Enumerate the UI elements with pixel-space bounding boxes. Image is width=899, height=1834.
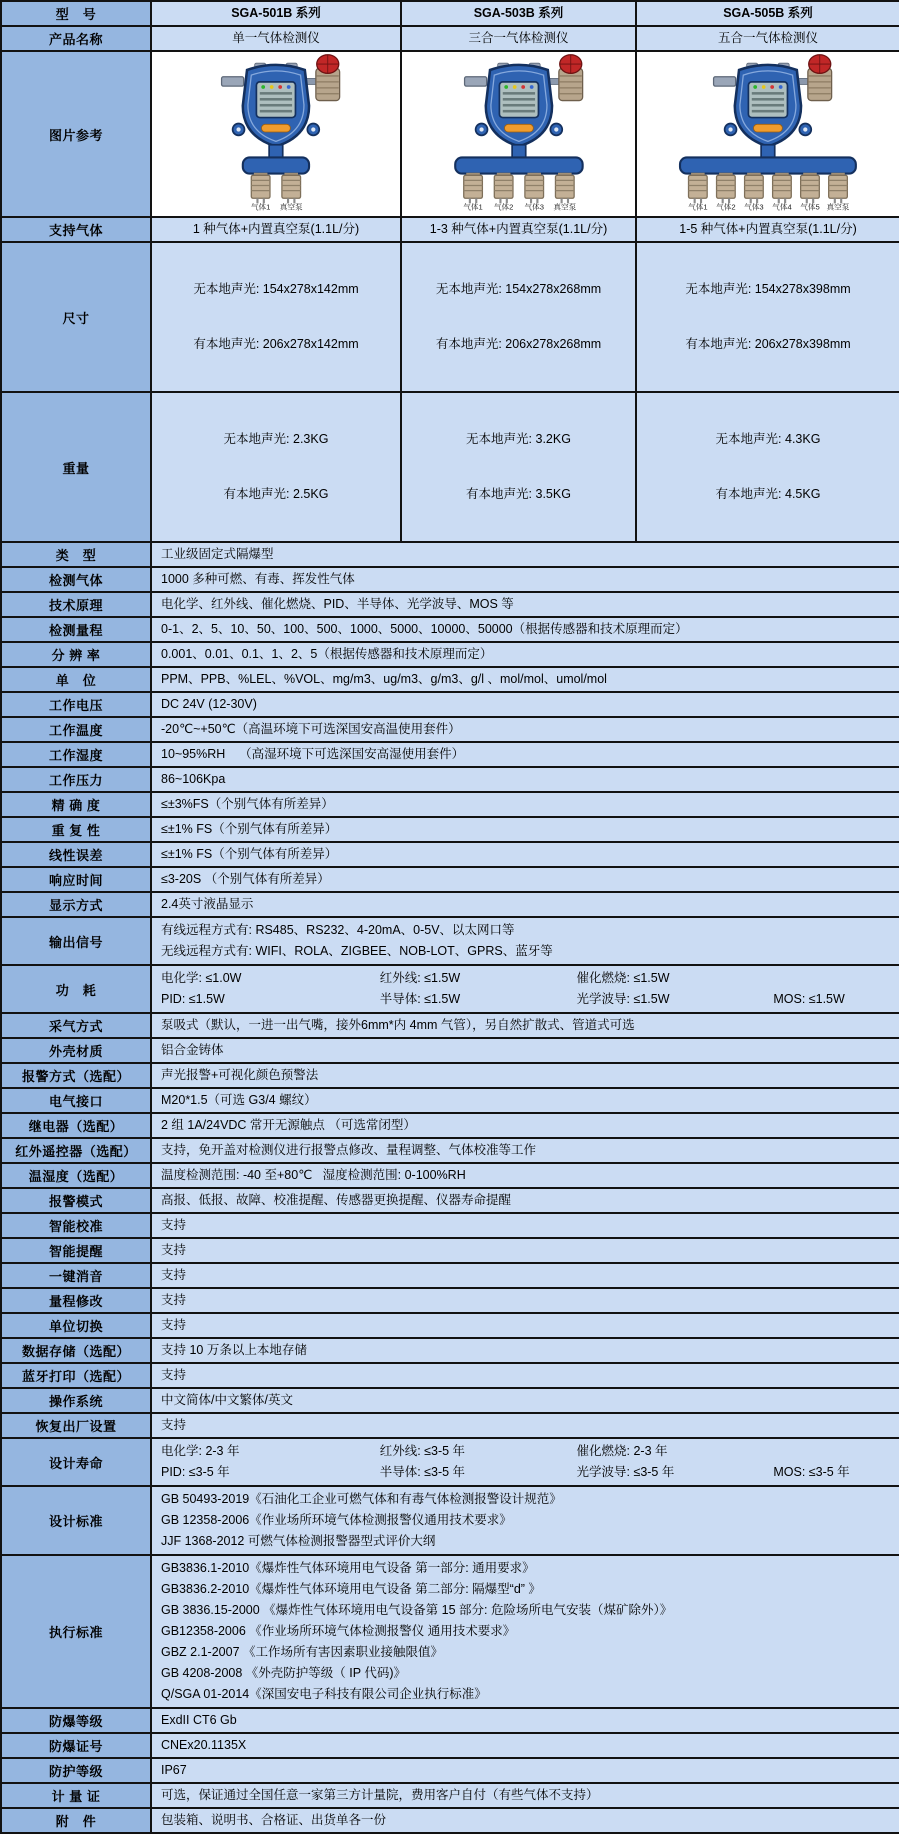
value-line: GB3836.1-2010《爆炸性气体环境用电气设备 第一部分: 通用要求》 (161, 1561, 535, 1575)
spec-row (1, 717, 899, 742)
value-segment (773, 968, 890, 989)
spec-row (1, 867, 899, 892)
svg-text:气体2: 气体2 (493, 201, 513, 211)
svg-text:真空泵: 真空泵 (279, 201, 303, 211)
row-value: 支持 (151, 1413, 899, 1438)
spec-row (1, 792, 899, 817)
row-value: M20*1.5（可选 G3/4 螺纹） (151, 1088, 899, 1113)
row-label: 类 型 (1, 542, 151, 567)
value-line: 无线远程方式有: WIFI、ROLA、ZIGBEE、NOB-LOT、GPRS、蓝牙等 (161, 944, 553, 958)
spec-row (1, 1313, 899, 1338)
svg-text:气体3: 气体3 (524, 201, 544, 211)
row-label: 功 耗 (1, 965, 151, 1013)
row-value: 2.4英寸液晶显示 (151, 892, 899, 917)
row-label-product-name: 产品名称 (1, 26, 151, 51)
product-name-row (1, 26, 899, 51)
value-segment: 催化燃烧: ≤1.5W (576, 971, 670, 985)
row-label: 工作温度 (1, 717, 151, 742)
supported-gas-row (1, 217, 899, 242)
weight-503b: 无本地声光: 3.2KG 有本地声光: 3.5KG (401, 392, 636, 542)
supported-gas-505b: 1-5 种气体+内置真空泵(1.1L/分) (636, 217, 899, 242)
row-value: 铝合金铸体 (151, 1038, 899, 1063)
row-value (151, 1438, 899, 1486)
row-value: 支持 (151, 1363, 899, 1388)
row-label: 报警方式（选配） (1, 1063, 151, 1088)
svg-text:真空泵: 真空泵 (552, 201, 576, 211)
value-line: GB 50493-2019《石油化工企业可燃气体和有毒气体检测报警设计规范》 (161, 1492, 562, 1506)
spec-row (1, 542, 899, 567)
row-value (151, 965, 899, 1013)
model-sga503b: SGA-503B 系列 (401, 1, 636, 26)
value-line: GB 3836.15-2000 《爆炸性气体环境用电气设备第 15 部分: 危险场所电气安装（煤矿除外）》 (161, 1603, 673, 1617)
supported-gas-501b: 1 种气体+内置真空泵(1.1L/分) (151, 217, 401, 242)
product-image-sga503b (401, 51, 636, 217)
row-label: 精 确 度 (1, 792, 151, 817)
svg-text:气体1: 气体1 (688, 201, 708, 211)
svg-text:气体1: 气体1 (250, 201, 271, 211)
spec-row (1, 1088, 899, 1113)
row-value: ≤3-20S （个别气体有所差异） (151, 867, 899, 892)
row-value: 中文简体/中文繁体/英文 (151, 1388, 899, 1413)
row-label: 蓝牙打印（选配） (1, 1363, 151, 1388)
spec-row (1, 1163, 899, 1188)
row-value: PPM、PPB、%LEL、%VOL、mg/m3、ug/m3、g/m3、g/l 、mol/mol、umol/mol (151, 667, 899, 692)
spec-row (1, 592, 899, 617)
row-label: 继电器（选配） (1, 1113, 151, 1138)
spec-row (1, 767, 899, 792)
value-line (161, 989, 890, 1010)
row-label: 检测气体 (1, 567, 151, 592)
row-value: DC 24V (12-30V) (151, 692, 899, 717)
gas-detector-illustration (174, 198, 378, 215)
svg-text:气体5: 气体5 (800, 201, 820, 211)
model-sga501b: SGA-501B 系列 (151, 1, 401, 26)
row-label-dimensions: 尺寸 (1, 242, 151, 392)
row-value: 0.001、0.01、0.1、1、2、5（根据传感器和技术原理而定） (151, 642, 899, 667)
spec-row (1, 692, 899, 717)
spec-row (1, 567, 899, 592)
spec-row (1, 1733, 899, 1758)
value-line: GB12358-2006 《作业场所环境气体检测报警仪 通用技术要求》 (161, 1624, 516, 1638)
spec-row (1, 1113, 899, 1138)
value-segment: PID: ≤1.5W (161, 992, 225, 1006)
row-label: 单位切换 (1, 1313, 151, 1338)
row-value: 支持 (151, 1263, 899, 1288)
row-label: 工作压力 (1, 767, 151, 792)
value-line: Q/SGA 01-2014《深国安电子科技有限公司企业执行标准》 (161, 1687, 487, 1701)
spec-row (1, 1263, 899, 1288)
value-segment: 半导体: ≤3-5 年 (379, 1465, 466, 1479)
row-value: IP67 (151, 1758, 899, 1783)
gas-detector-illustration (666, 198, 870, 215)
value-segment: 半导体: ≤1.5W (379, 992, 461, 1006)
spec-row (1, 1363, 899, 1388)
value-segment: 光学波导: ≤3-5 年 (576, 1465, 675, 1479)
row-value: 支持 (151, 1238, 899, 1263)
spec-row (1, 1758, 899, 1783)
spec-row (1, 617, 899, 642)
row-label: 红外遥控器（选配） (1, 1138, 151, 1163)
value-segment: 电化学: 2-3 年 (161, 1444, 240, 1458)
value-segment: 红外线: ≤1.5W (379, 971, 461, 985)
spec-row (1, 1486, 899, 1555)
weight-row (1, 392, 899, 542)
spec-row (1, 965, 899, 1013)
row-label: 一键消音 (1, 1263, 151, 1288)
row-value: 可选，保证通过全国任意一家第三方计量院，费用客户自付（有些气体不支持） (151, 1783, 899, 1808)
value-segment: 光学波导: ≤1.5W (576, 992, 670, 1006)
row-value: ≤±3%FS（个别气体有所差异） (151, 792, 899, 817)
product-image-sga501b (151, 51, 401, 217)
row-label: 量程修改 (1, 1288, 151, 1313)
row-value: 声光报警+可视化颜色预警法 (151, 1063, 899, 1088)
row-label: 防爆等级 (1, 1708, 151, 1733)
row-value: 电化学、红外线、催化燃烧、PID、半导体、光学波导、MOS 等 (151, 592, 899, 617)
row-label-weight: 重量 (1, 392, 151, 542)
model-sga505b: SGA-505B 系列 (636, 1, 899, 26)
row-value: 2 组 1A/24VDC 常开无源触点 （可选常闭型） (151, 1113, 899, 1138)
row-value: 支持 (151, 1313, 899, 1338)
spec-row (1, 1213, 899, 1238)
row-value: 10~95%RH （高湿环境下可选深国安高湿使用套件） (151, 742, 899, 767)
row-label: 计 量 证 (1, 1783, 151, 1808)
product-image-sga505b (636, 51, 899, 217)
row-value: 支持 (151, 1213, 899, 1238)
spec-row (1, 1388, 899, 1413)
row-value: 高报、低报、故障、校准提醒、传感器更换提醒、仪器寿命提醒 (151, 1188, 899, 1213)
value-line (161, 1441, 890, 1462)
spec-row (1, 892, 899, 917)
row-value: 86~106Kpa (151, 767, 899, 792)
row-value (151, 1486, 899, 1555)
row-value: -20℃~+50℃（高温环境下可选深国安高温使用套件） (151, 717, 899, 742)
spec-row (1, 1413, 899, 1438)
row-label: 智能提醒 (1, 1238, 151, 1263)
row-value (151, 1555, 899, 1708)
row-label-image: 图片参考 (1, 51, 151, 217)
row-label: 单 位 (1, 667, 151, 692)
value-line: 有线远程方式有: RS485、RS232、4-20mA、0-5V、以太网口等 (161, 923, 515, 937)
spec-row (1, 1138, 899, 1163)
row-label: 防爆证号 (1, 1733, 151, 1758)
spec-row (1, 1038, 899, 1063)
product-name-503b: 三合一气体检测仪 (401, 26, 636, 51)
row-label: 温湿度（选配） (1, 1163, 151, 1188)
spec-row (1, 642, 899, 667)
row-label-model: 型 号 (1, 1, 151, 26)
row-label: 防护等级 (1, 1758, 151, 1783)
row-label: 重 复 性 (1, 817, 151, 842)
value-segment (773, 1441, 890, 1462)
weight-501b: 无本地声光: 2.3KG 有本地声光: 2.5KG (151, 392, 401, 542)
row-label: 数据存储（选配） (1, 1338, 151, 1363)
row-value (151, 917, 899, 965)
row-label-supported-gas: 支持气体 (1, 217, 151, 242)
svg-text:气体4: 气体4 (772, 201, 792, 211)
row-value: ≤±1% FS（个别气体有所差异） (151, 842, 899, 867)
svg-text:气体1: 气体1 (462, 201, 483, 211)
product-name-501b: 单一气体检测仪 (151, 26, 401, 51)
dimensions-505b: 无本地声光: 154x278x398mm 有本地声光: 206x278x398mm (636, 242, 899, 392)
spec-row (1, 817, 899, 842)
image-row (1, 51, 899, 217)
row-label: 设计寿命 (1, 1438, 151, 1486)
row-label: 显示方式 (1, 892, 151, 917)
spec-row (1, 1288, 899, 1313)
spec-row (1, 917, 899, 965)
row-label: 执行标准 (1, 1555, 151, 1708)
value-line: JJF 1368-2012 可燃气体检测报警器型式评价大纲 (161, 1534, 436, 1548)
dimensions-503b: 无本地声光: 154x278x268mm 有本地声光: 206x278x268mm (401, 242, 636, 392)
value-line (161, 968, 890, 989)
row-label: 电气接口 (1, 1088, 151, 1113)
value-segment: MOS: ≤3-5 年 (773, 1465, 850, 1479)
svg-text:真空泵: 真空泵 (826, 201, 850, 211)
spec-row (1, 1555, 899, 1708)
row-label: 附 件 (1, 1808, 151, 1833)
spec-row (1, 1188, 899, 1213)
row-label: 设计标准 (1, 1486, 151, 1555)
spec-row (1, 1013, 899, 1038)
value-segment: 红外线: ≤3-5 年 (379, 1444, 466, 1458)
row-label: 检测量程 (1, 617, 151, 642)
row-label: 工作电压 (1, 692, 151, 717)
value-line: GB3836.2-2010《爆炸性气体环境用电气设备 第二部分: 隔爆型“d” 》 (161, 1582, 541, 1596)
row-label: 工作湿度 (1, 742, 151, 767)
row-label: 技术原理 (1, 592, 151, 617)
row-value: 支持 10 万条以上本地存储 (151, 1338, 899, 1363)
dimensions-row (1, 242, 899, 392)
value-line (161, 1462, 890, 1483)
row-label: 外壳材质 (1, 1038, 151, 1063)
spec-row (1, 1808, 899, 1833)
value-segment: 催化燃烧: 2-3 年 (576, 1444, 668, 1458)
row-value: 泵吸式（默认，一进一出气嘴，接外6mm*内 4mm 气管），另自然扩散式、管道式可选 (151, 1013, 899, 1038)
row-value: 1000 多种可燃、有毒、挥发性气体 (151, 567, 899, 592)
row-value: 工业级固定式隔爆型 (151, 542, 899, 567)
value-line: GBZ 2.1-2007 《工作场所有害因素职业接触限值》 (161, 1645, 443, 1659)
row-label: 采气方式 (1, 1013, 151, 1038)
row-value: ExdII CT6 Gb (151, 1708, 899, 1733)
spec-row (1, 1438, 899, 1486)
spec-row (1, 1338, 899, 1363)
row-label: 线性误差 (1, 842, 151, 867)
row-label: 输出信号 (1, 917, 151, 965)
row-value: 温度检测范围: -40 至+80℃ 湿度检测范围: 0-100%RH (151, 1163, 899, 1188)
row-value: 0-1、2、5、10、50、100、500、1000、5000、10000、50000（根据传感器和技术原理而定） (151, 617, 899, 642)
value-line: GB 4208-2008 《外壳防护等级（ IP 代码)》 (161, 1666, 406, 1680)
spec-row (1, 667, 899, 692)
value-segment: 电化学: ≤1.0W (161, 971, 242, 985)
row-value: 支持，免开盖对检测仪进行报警点修改、量程调整、气体校准等工作 (151, 1138, 899, 1163)
row-label: 分 辨 率 (1, 642, 151, 667)
spec-row (1, 1783, 899, 1808)
value-line: GB 12358-2006《作业场所环境气体检测报警仪通用技术要求》 (161, 1513, 512, 1527)
value-segment: PID: ≤3-5 年 (161, 1465, 230, 1479)
row-value: 支持 (151, 1288, 899, 1313)
spec-row (1, 742, 899, 767)
svg-text:气体2: 气体2 (716, 201, 736, 211)
spec-row (1, 1063, 899, 1088)
supported-gas-503b: 1-3 种气体+内置真空泵(1.1L/分) (401, 217, 636, 242)
row-label: 操作系统 (1, 1388, 151, 1413)
svg-text:气体3: 气体3 (744, 201, 764, 211)
row-label: 恢复出厂设置 (1, 1413, 151, 1438)
weight-505b: 无本地声光: 4.3KG 有本地声光: 4.5KG (636, 392, 899, 542)
product-name-505b: 五合一气体检测仪 (636, 26, 899, 51)
value-segment: MOS: ≤1.5W (773, 992, 845, 1006)
row-value: CNEx20.1135X (151, 1733, 899, 1758)
spec-row (1, 842, 899, 867)
model-row (1, 1, 899, 26)
spec-row (1, 1238, 899, 1263)
row-value: ≤±1% FS（个别气体有所差异） (151, 817, 899, 842)
dimensions-501b: 无本地声光: 154x278x142mm 有本地声光: 206x278x142mm (151, 242, 401, 392)
row-label: 智能校准 (1, 1213, 151, 1238)
spec-row (1, 1708, 899, 1733)
gas-detector-illustration (417, 198, 621, 215)
row-label: 响应时间 (1, 867, 151, 892)
row-value: 包装箱、说明书、合格证、出货单各一份 (151, 1808, 899, 1833)
row-label: 报警模式 (1, 1188, 151, 1213)
